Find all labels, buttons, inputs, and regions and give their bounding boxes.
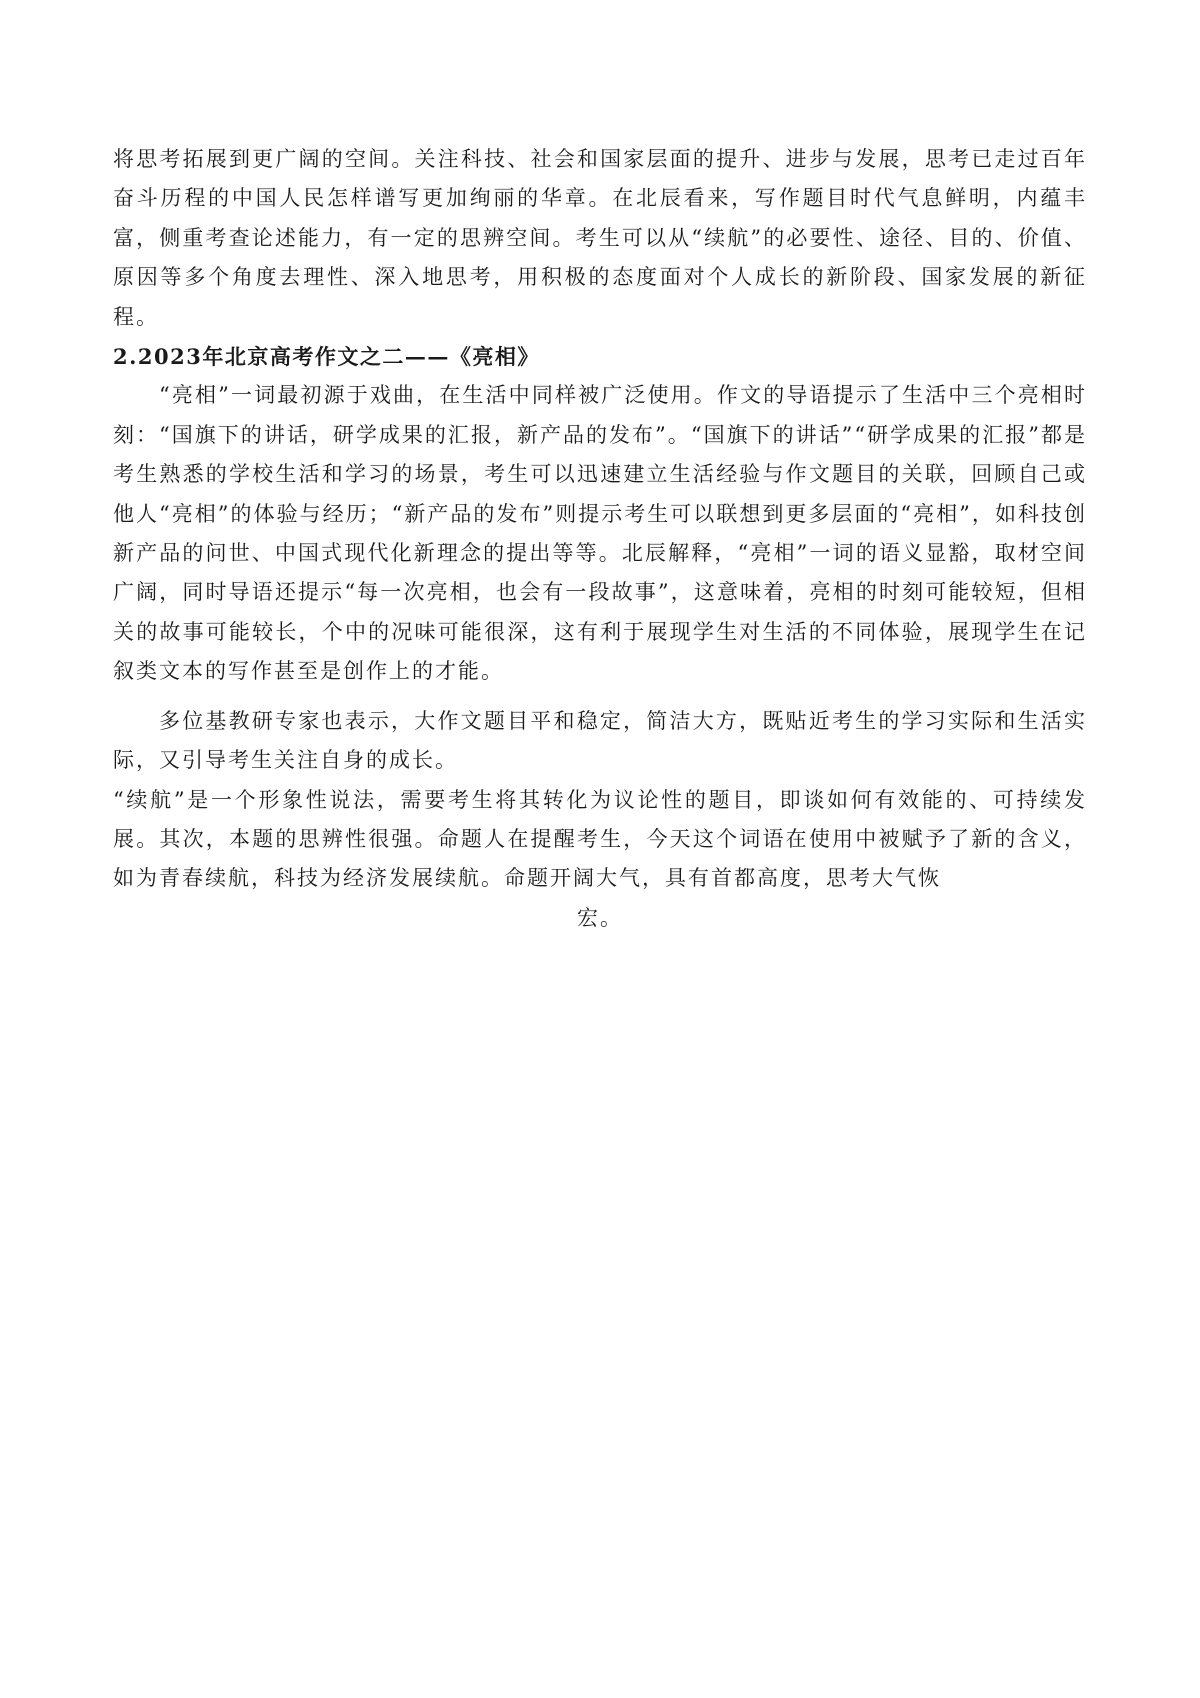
closing-fragment: 宏。 <box>577 905 623 930</box>
section-heading: 2.2023年北京高考作文之二——《亮相》 <box>113 344 540 370</box>
body-paragraph: 将思考拓展到更广阔的空间。关注科技、社会和国家层面的提升、进步与发展，思考已走过百年奋斗历程的中国人民怎样谱写更加绚丽的华章。在北辰看来，写作题目时代气息鲜明，内蕴丰富，侧重考查论述能力，有一定的思辨空间。考生可以从“续航”的必要性、途径、目的、价值、原因等多个角度去理性、深入地思考，用积极的态度面对个人成长的新阶段、国家发展的新征程。 <box>113 147 1087 329</box>
body-paragraph: “续航”是一个形象性说法，需要考生将其转化为议论性的题目，即谈如何有效能的、可持续发展。其次，本题的思辨性很强。命题人在提醒考生，今天这个词语在使用中被赋予了新的含义，如为青春续航，科技为经济发展续航。命题开阔大气，具有首都高度，思考大气恢 <box>113 787 1087 891</box>
document-page <box>113 140 1087 938</box>
body-paragraph: 多位基教研专家也表示，大作文题目平和稳定，简洁大方，既贴近考生的学习实际和生活实际，又引导考生关注自身的成长。 <box>113 708 1087 773</box>
body-paragraph: “亮相”一词最初源于戏曲，在生活中同样被广泛使用。作文的导语提示了生活中三个亮相时刻：“国旗下的讲话，研学成果的汇报，新产品的发布”。“国旗下的讲话”“研学成果的汇报”都是考生熟悉的学校生活和学习的场景，考生可以迅速建立生活经验与作文题目的关联，回顾自己或他人“亮相”的体验与经历；“新产品的发布”则提示考生可以联想到更多层面的“亮相”，如科技创新产品的问世、中国式现代化新理念的提出等等。北辰解释，“亮相”一词的语义显豁，取材空间广阔，同时导语还提示“每一次亮相，也会有一段故事”，这意味着，亮相的时刻可能较短，但相关的故事可能较长，个中的况味可能很深，这有利于展现学生对生活的不同体验，展现学生在记叙类文本的写作甚至是创作上的才能。 <box>113 383 1087 684</box>
